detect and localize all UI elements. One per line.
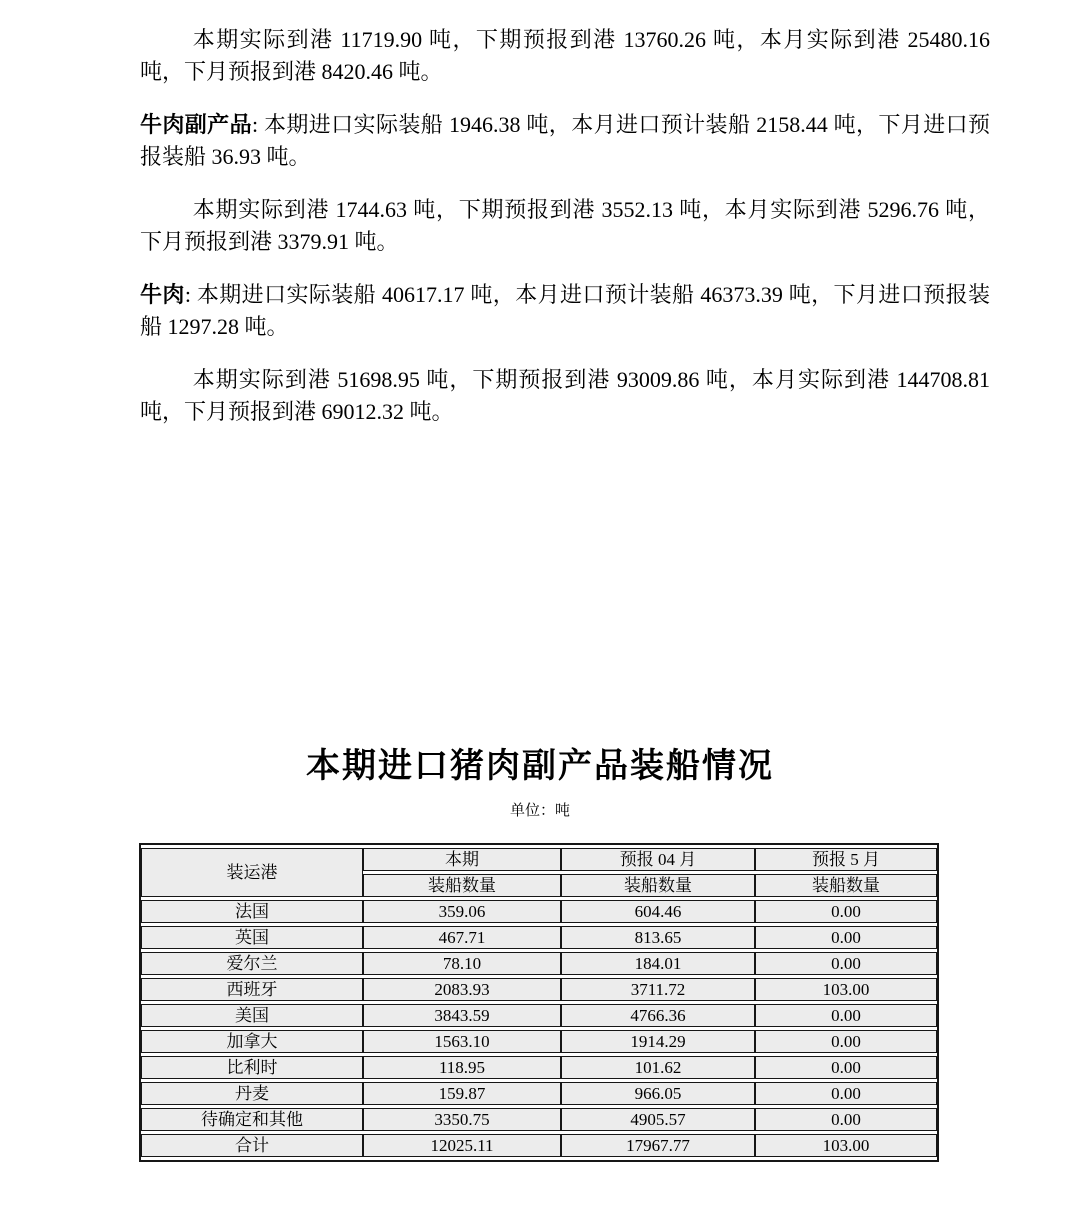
period-header-cell: 预报 04 月 [561, 848, 755, 871]
paragraph-text: 本期进口实际装船 1946.38 吨，本月进口预计装船 2158.44 吨，下月进口预报装船 36.93 吨。 [140, 112, 990, 169]
quantity-cell: 604.46 [561, 900, 755, 923]
paragraph-text: 本期实际到港 11719.90 吨，下期预报到港 13760.26 吨，本月实际到港 25480.16 吨，下月预报到港 8420.46 吨。 [140, 27, 990, 84]
quantity-header-cell: 装船数量 [755, 874, 937, 897]
quantity-cell: 12025.11 [363, 1134, 561, 1157]
quantity-cell: 467.71 [363, 926, 561, 949]
quantity-cell: 184.01 [561, 952, 755, 975]
table-header [141, 848, 937, 897]
quantity-cell: 0.00 [755, 926, 937, 949]
paragraph-label: 牛肉 [140, 282, 185, 307]
quantity-cell: 101.62 [561, 1056, 755, 1079]
report-body-text [140, 24, 990, 449]
quantity-cell: 17967.77 [561, 1134, 755, 1157]
port-cell: 爱尔兰 [141, 952, 363, 975]
quantity-cell: 159.87 [363, 1082, 561, 1105]
quantity-cell: 4766.36 [561, 1004, 755, 1027]
table-title: 本期进口猪肉副产品装船情况 [306, 748, 774, 785]
paragraph-label: 牛肉副产品 [140, 112, 252, 137]
table-row [141, 1056, 937, 1079]
quantity-cell: 1914.29 [561, 1030, 755, 1053]
table-row [141, 900, 937, 923]
table-row [141, 926, 937, 949]
table-row [141, 952, 937, 975]
table-row [141, 1030, 937, 1053]
quantity-cell: 0.00 [755, 1056, 937, 1079]
quantity-cell: 3843.59 [363, 1004, 561, 1027]
quantity-cell: 78.10 [363, 952, 561, 975]
quantity-cell: 0.00 [755, 1082, 937, 1105]
quantity-cell: 0.00 [755, 900, 937, 923]
table-row [141, 978, 937, 1001]
port-cell: 丹麦 [141, 1082, 363, 1105]
quantity-header-cell: 装船数量 [561, 874, 755, 897]
label-separator: : [251, 112, 264, 137]
quantity-cell: 1563.10 [363, 1030, 561, 1053]
paragraph-text: 本期实际到港 1744.63 吨，下期预报到港 3552.13 吨，本月实际到港 5296.76 吨，下月预报到港 3379.91 吨。 [140, 197, 990, 254]
body-paragraph [140, 24, 990, 88]
quantity-header-cell: 装船数量 [363, 874, 561, 897]
table-row [141, 1082, 937, 1105]
port-cell: 西班牙 [141, 978, 363, 1001]
table-row [141, 1134, 937, 1157]
paragraph-text: 本期进口实际装船 40617.17 吨，本月进口预计装船 46373.39 吨，下月进口预报装船 1297.28 吨。 [140, 282, 990, 339]
paragraph-text: 本期实际到港 51698.95 吨，下期预报到港 93009.86 吨，本月实际到港 144708.81 吨，下月预报到港 69012.32 吨。 [140, 367, 990, 424]
port-cell: 法国 [141, 900, 363, 923]
body-paragraph [140, 194, 990, 258]
port-cell: 合计 [141, 1134, 363, 1157]
port-cell: 加拿大 [141, 1030, 363, 1053]
period-header-cell: 本期 [363, 848, 561, 871]
quantity-cell: 4905.57 [561, 1108, 755, 1131]
port-cell: 英国 [141, 926, 363, 949]
quantity-cell: 2083.93 [363, 978, 561, 1001]
unit-label: 单位：吨 [509, 803, 570, 819]
period-header-cell: 预报 5 月 [755, 848, 937, 871]
quantity-cell: 0.00 [755, 1108, 937, 1131]
quantity-cell: 0.00 [755, 952, 937, 975]
table-row [141, 1108, 937, 1131]
body-paragraph [140, 364, 990, 428]
quantity-cell: 103.00 [755, 1134, 937, 1157]
port-header-cell: 装运港 [141, 848, 363, 897]
quantity-cell: 103.00 [755, 978, 937, 1001]
quantity-cell: 966.05 [561, 1082, 755, 1105]
port-cell: 比利时 [141, 1056, 363, 1079]
table-body [141, 900, 937, 1157]
quantity-cell: 359.06 [363, 900, 561, 923]
quantity-cell: 3711.72 [561, 978, 755, 1001]
body-paragraph [140, 109, 990, 173]
header-row-periods [141, 848, 937, 871]
quantity-cell: 813.65 [561, 926, 755, 949]
port-cell: 美国 [141, 1004, 363, 1027]
quantity-cell: 118.95 [363, 1056, 561, 1079]
table-row [141, 1004, 937, 1027]
quantity-cell: 3350.75 [363, 1108, 561, 1131]
label-separator: : [184, 282, 197, 307]
port-cell: 待确定和其他 [141, 1108, 363, 1131]
shipment-table [139, 843, 939, 1162]
body-paragraph [140, 279, 990, 343]
quantity-cell: 0.00 [755, 1004, 937, 1027]
quantity-cell: 0.00 [755, 1030, 937, 1053]
